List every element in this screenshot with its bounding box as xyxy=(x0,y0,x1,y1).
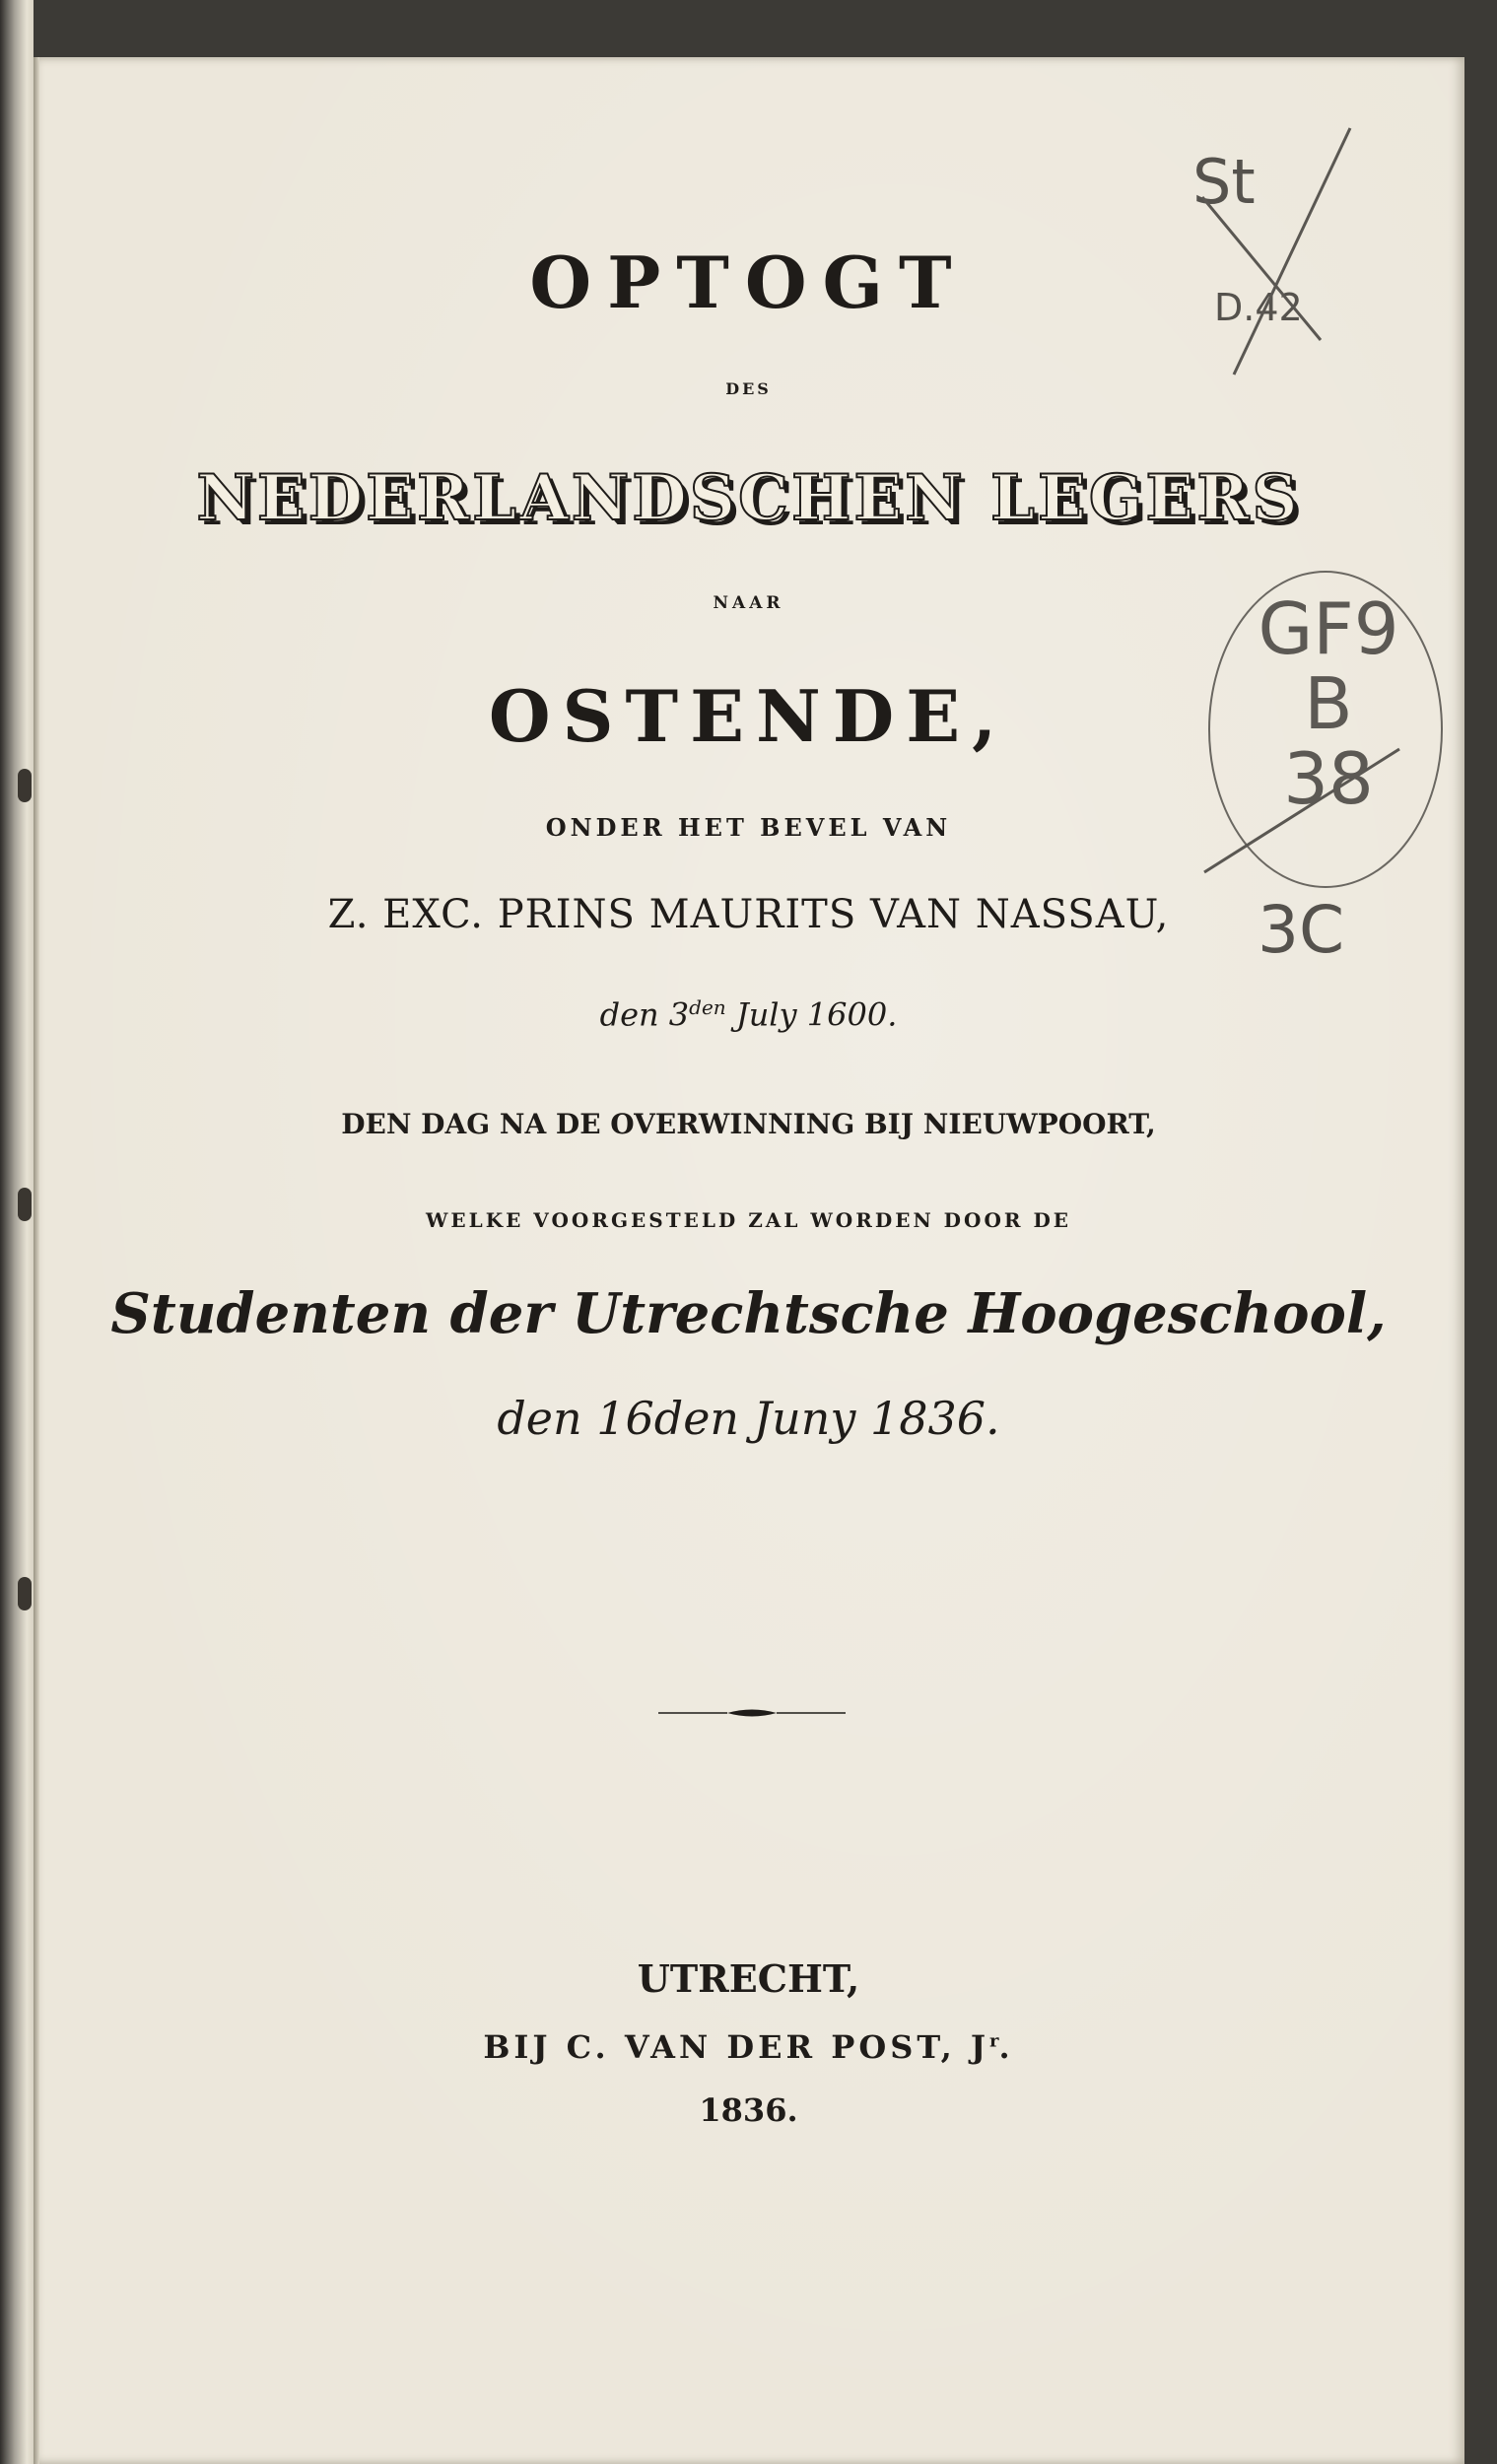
title-optogt: OPTOGT xyxy=(529,240,968,324)
circled-mark-3: 38 xyxy=(1283,737,1374,820)
title-onder-het-bevel: ONDER HET BEVEL VAN xyxy=(545,813,952,842)
publisher-sup: r xyxy=(989,2030,999,2052)
historic-date-sup: den xyxy=(689,995,726,1019)
publisher-name: BIJ C. VAN DER POST, J xyxy=(483,2028,990,2066)
circled-shelf-marks xyxy=(1230,587,1427,820)
imprint-year: 1836. xyxy=(699,2091,798,2129)
title-prins-maurits: Z. EXC. PRINS MAURITS VAN NASSAU, xyxy=(327,892,1170,937)
circled-mark-1: GF9 xyxy=(1258,587,1399,670)
circled-mark-2: B xyxy=(1304,662,1353,745)
shelf-mark-top: St xyxy=(1192,146,1256,218)
title-naar: NAAR xyxy=(713,593,784,613)
publisher-end: . xyxy=(998,2028,1014,2066)
title-den-dag: DEN DAG NA DE OVERWINNING BIJ NIEUWPOORT, xyxy=(341,1108,1156,1140)
title-studenten: Studenten der Utrechtsche Hoogeschool, xyxy=(110,1281,1387,1346)
historic-date-post: July 1600. xyxy=(725,995,898,1034)
title-welke: WELKE VOORGESTELD ZAL WORDEN DOOR DE xyxy=(425,1208,1072,1232)
historic-date-pre: den 3 xyxy=(599,995,690,1034)
shelf-mark-bottom: D.42 xyxy=(1214,286,1303,329)
shelf-mark-3c: 3C xyxy=(1258,892,1345,968)
title-ostende: OSTENDE, xyxy=(488,674,1009,758)
imprint-place: UTRECHT, xyxy=(637,1956,860,2001)
title-des: DES xyxy=(725,379,772,398)
title-event-date: den 16den Juny 1836. xyxy=(497,1392,1000,1445)
shelf-mark-cross-stroke xyxy=(1234,128,1350,375)
title-nederlandschen-legers: NEDERLANDSCHEN LEGERS xyxy=(196,461,1301,535)
